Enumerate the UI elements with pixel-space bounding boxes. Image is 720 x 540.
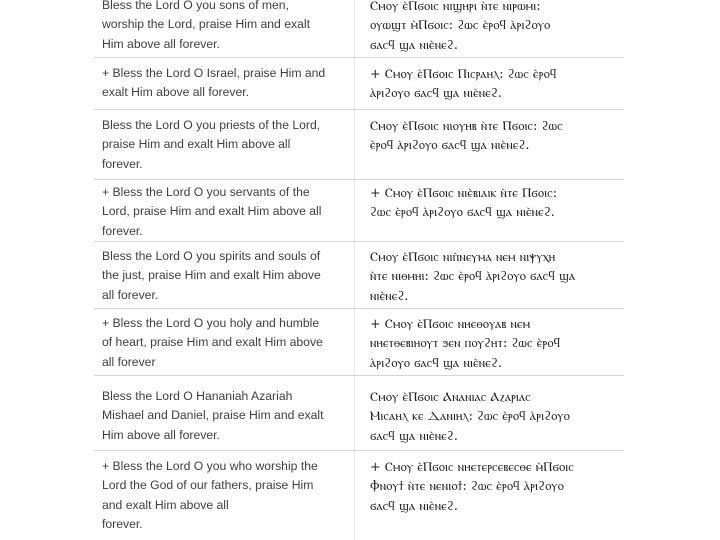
row-divider bbox=[94, 109, 624, 110]
verse-english: + Bless the Lord O you who worship the Lord the God of our fathers, praise Him and exalt Him above all forever. bbox=[102, 459, 318, 532]
verse-english: Bless the Lord O you priests of the Lord, praise Him and exalt Him above all forever. bbox=[102, 118, 321, 171]
row-divider bbox=[94, 375, 624, 376]
verse-coptic: + Ⲥⲙⲟⲩ ⲉ̀Ⲡϭⲟⲓⲥ ⲛⲏⲉⲧⲉⲣⲥⲉⲃⲉⲥⲑⲉ ⲙ̀Ⲡϭⲟⲓⲥ Ⲫⲛⲟⲩϯ ⲛ̀ⲧⲉ ⲛⲉⲛⲓⲟϯ: ϩⲱⲥ ⲉ̀ⲣⲟϥ ⲁ̀ⲣⲓϩⲟⲩⲟ ϭⲁⲥϥ ϣⲁ ⲛⲓⲉ̀ⲛⲉϩ. bbox=[370, 459, 574, 513]
verse-row bbox=[94, 457, 624, 535]
verse-coptic: + Ⲥⲙⲟⲩ ⲉ̀Ⲡϭⲟⲓⲥ ⲛⲏⲉⲑⲟⲩⲁⲃ ⲛⲉⲙ ⲛⲏⲉⲧⲑⲉⲃⲓⲏⲟⲩⲧ ϧⲉⲛ ⲡⲟⲩϩⲏⲧ: ϩⲱⲥ ⲉ̀ⲣⲟϥ ⲁ̀ⲣⲓϩⲟⲩⲟ ϭⲁⲥϥ ϣⲁ ⲛⲓⲉ̀ⲛⲉϩ. bbox=[370, 316, 561, 370]
verse-row bbox=[94, 387, 624, 445]
verse-row bbox=[94, 64, 624, 103]
row-divider bbox=[94, 241, 624, 242]
row-divider bbox=[94, 57, 624, 58]
row-divider bbox=[94, 179, 624, 180]
verse-english: Bless the Lord O you sons of men, worship the Lord, praise Him and exalt Him above all forever. bbox=[102, 0, 310, 51]
verse-english: + Bless the Lord O Israel, praise Him and exalt Him above all forever. bbox=[102, 66, 326, 100]
verse-english: + Bless the Lord O you servants of the Lord, praise Him and exalt Him above all forever. bbox=[102, 185, 322, 238]
verse-coptic: Ⲥⲙⲟⲩ ⲉ̀Ⲡϭⲟⲓⲥ ⲛⲓⲡ̀ⲛⲉⲩⲙⲁ ⲛⲉⲙ ⲛⲓⲯⲩⲭⲏ ⲛ̀ⲧⲉ ⲛⲓⲑⲙⲏⲓ: ϩⲱⲥ ⲉ̀ⲣⲟϥ ⲁ̀ⲣⲓϩⲟⲩⲟ ϭⲁⲥϥ ϣⲁ ⲛⲓⲉ̀ⲛⲉϩ. bbox=[370, 249, 576, 303]
verse-coptic: Ⲥⲙⲟⲩ ⲉ̀Ⲡϭⲟⲓⲥ ⲛⲓⲟⲩⲏⲃ ⲛ̀ⲧⲉ Ⲡϭⲟⲓⲥ: ϩⲱⲥ ⲉ̀ⲣⲟϥ ⲁ̀ⲣⲓϩⲟⲩⲟ ϭⲁⲥϥ ϣⲁ ⲛⲓⲉ̀ⲛⲉϩ. bbox=[370, 118, 563, 153]
verse-coptic: + Ⲥⲙⲟⲩ ⲉ̀Ⲡϭⲟⲓⲥ ⲛⲓⲉ̀ⲃⲓⲁⲓⲕ ⲛ̀ⲧⲉ Ⲡϭⲟⲓⲥ: ϩⲱⲥ ⲉ̀ⲣⲟϥ ⲁ̀ⲣⲓϩⲟⲩⲟ ϭⲁⲥϥ ϣⲁ ⲛⲓⲉ̀ⲛⲉϩ. bbox=[370, 185, 558, 220]
verse-english: Bless the Lord O you spirits and souls of the just, praise Him and exalt Him above all forever. bbox=[102, 249, 321, 302]
verse-coptic: + Ⲥⲙⲟⲩ ⲉ̀Ⲡϭⲟⲓⲥ Ⲡⲓⲥⲣⲁⲏⲗ: ϩⲱⲥ ⲉ̀ⲣⲟϥ ⲁ̀ⲣⲓϩⲟⲩⲟ ϭⲁⲥϥ ϣⲁ ⲛⲓⲉ̀ⲛⲉϩ. bbox=[370, 66, 557, 101]
verse-coptic: Ⲥⲙⲟⲩ ⲉ̀Ⲡϭⲟⲓⲥ ⲛⲓϣⲏⲣⲓ ⲛ̀ⲧⲉ ⲛⲓⲣⲱⲙⲓ: ⲟⲩⲱϣⲧ ⲙ̀Ⲡϭⲟⲓⲥ: ϩⲱⲥ ⲉ̀ⲣⲟϥ ⲁ̀ⲣⲓϩⲟⲩⲟ ϭⲁⲥϥ ϣⲁ ⲛⲓⲉ̀ⲛⲉϩ. bbox=[370, 0, 551, 52]
verse-english: + Bless the Lord O you holy and humble of heart, praise Him and exalt Him above all forever bbox=[102, 316, 323, 369]
verse-english: Bless the Lord O Hananiah Azariah Mishael and Daniel, praise Him and exalt Him above all forever. bbox=[102, 389, 324, 442]
verse-row bbox=[94, 247, 624, 305]
row-divider bbox=[94, 450, 624, 451]
verse-row bbox=[94, 314, 624, 372]
verse-row bbox=[94, 0, 624, 54]
verse-row bbox=[94, 183, 624, 241]
verse-coptic: Ⲥⲙⲟⲩ ⲉ̀Ⲡϭⲟⲓⲥ Ⲁⲛⲁⲛⲓⲁⲥ Ⲁⲍⲁⲣⲓⲁⲥ Ⲙⲓⲥⲁⲏⲗ ⲕⲉ Ⲇⲁⲛⲓⲏⲗ: ϩⲱⲥ ⲉ̀ⲣⲟϥ ⲁ̀ⲣⲓϩⲟⲩⲟ ϭⲁⲥϥ ϣⲁ ⲛⲓⲉ̀ⲛⲉϩ. bbox=[370, 389, 570, 443]
verse-row bbox=[94, 116, 624, 174]
row-divider bbox=[94, 308, 624, 309]
